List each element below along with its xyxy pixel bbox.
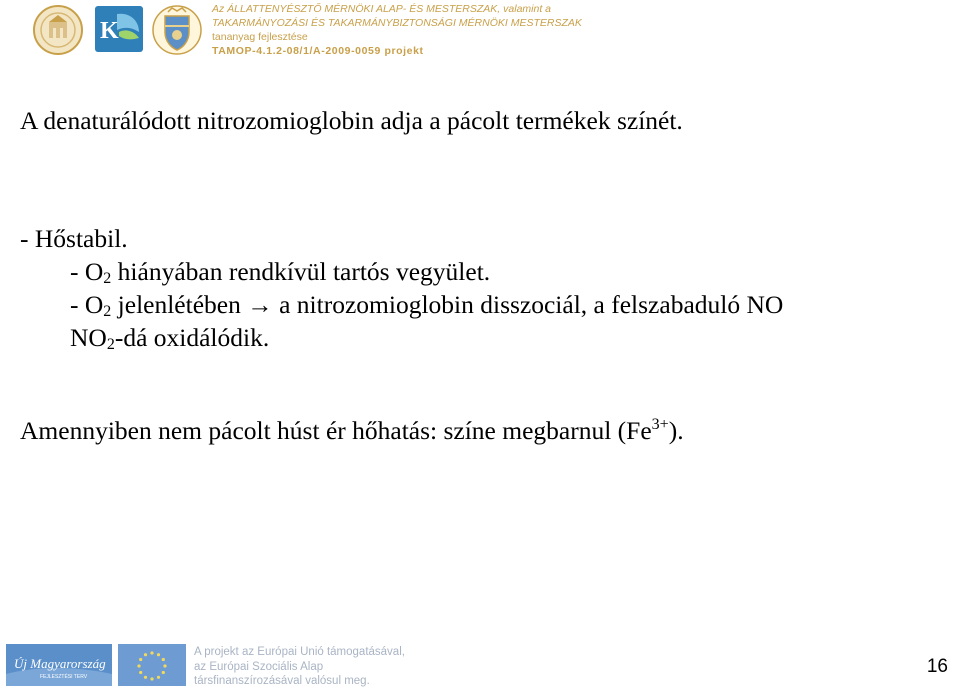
o2-absent-text: hiányában rendkívül tartós vegyület. (111, 257, 491, 286)
project-header (212, 2, 582, 58)
university-crest-logo (152, 4, 202, 56)
k-logo-letter: K (100, 18, 119, 44)
header-project-code: TAMOP-4.1.2-08/1/A-2009-0059 projekt (212, 45, 424, 57)
funding-line-3: társfinanszírozásával valósul meg. (194, 675, 370, 687)
bullet-heat-stable: - Hőstabil. (20, 224, 128, 253)
uj-magyarorszag-text: Új Magyarország (14, 656, 106, 671)
o2-present-text: jelenlétében → a nitrozomioglobin disszociál, a felszabaduló NO (111, 290, 784, 319)
iron-charge-superscript: 3+ (651, 416, 669, 433)
bullet-no2-continuation (70, 321, 269, 354)
k-logo (95, 6, 143, 52)
page-number: 16 (926, 656, 948, 677)
o2-absent-prefix: - O (70, 257, 104, 286)
o2-present-subscript: 2 (103, 303, 112, 320)
header-line-1: Az ÁLLATTENYÉSZTŐ MÉRNÖKI ALAP- ÉS MESTERSZAK, valamint a (212, 3, 551, 15)
funding-notice (194, 645, 405, 689)
unpickled-meat-text: Amennyiben nem pácolt húst ér hőhatás: színe megbarnul (Fe (20, 416, 652, 445)
university-seal-logo (32, 4, 84, 56)
o2-present-prefix: - O (70, 290, 104, 319)
header-line-2: TAKARMÁNYOZÁSI ÉS TAKARMÁNYBIZTONSÁGI MÉRNÖKI MESTERSZAK (212, 17, 582, 29)
no2-subscript: 2 (106, 336, 115, 353)
no2-text: -dá oxidálódik. (114, 323, 270, 352)
uj-magyarorszag-subtext: FEJLESZTÉSI TERV (40, 674, 88, 680)
funding-line-2: az Európai Szociális Alap (194, 660, 324, 673)
header-line-3: tananyag fejlesztése (212, 31, 308, 43)
eu-flag-icon (118, 644, 186, 686)
uj-magyarorszag-logo (6, 644, 112, 686)
o2-absent-subscript: 2 (103, 270, 112, 287)
paragraph-denatured-nitrosomyoglobin: A denaturálódott nitrozomioglobin adja a pácolt termékek színét. (20, 106, 683, 135)
funding-line-1: A projekt az Európai Unió támogatásával, (194, 646, 405, 658)
no2-prefix: NO (70, 323, 107, 352)
unpickled-meat-end: ). (668, 416, 684, 445)
paragraph-unpickled-meat-heat (20, 414, 684, 447)
bullet-o2-absent (70, 255, 490, 288)
bullet-o2-present (70, 288, 783, 321)
